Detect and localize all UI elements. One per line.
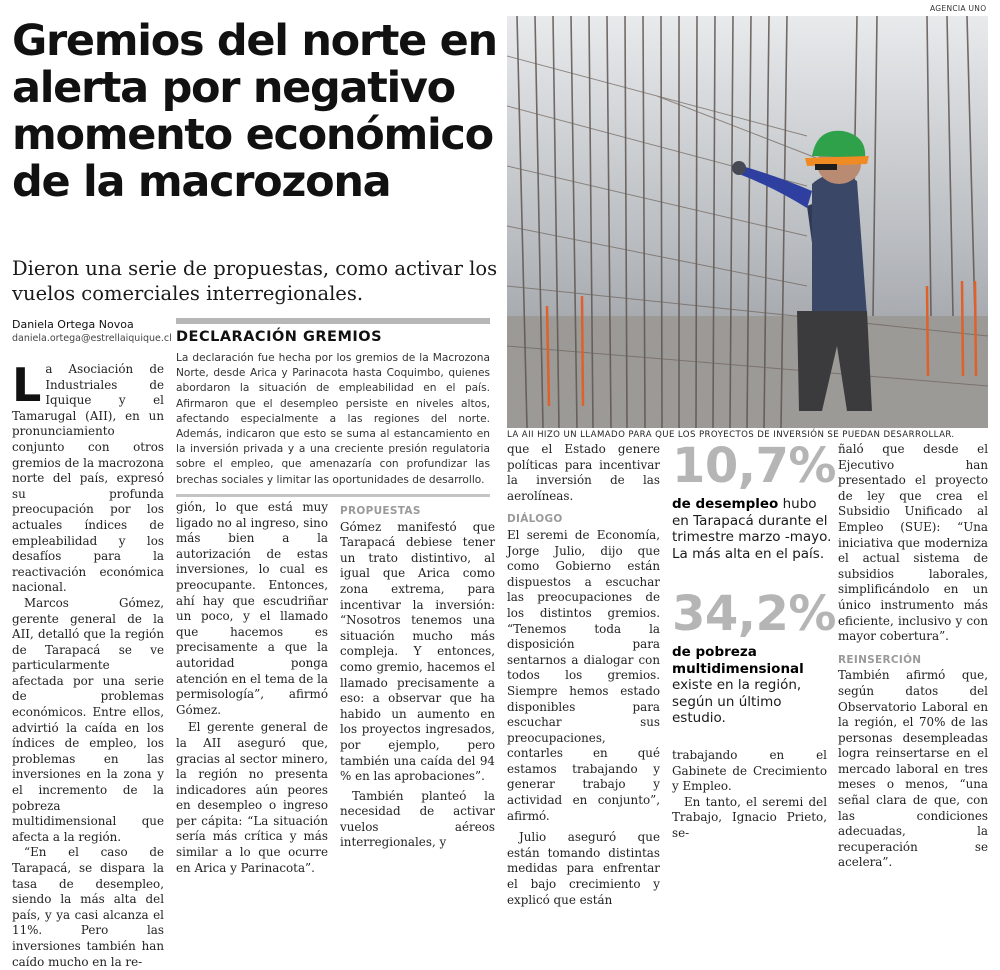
- declaration-box: [176, 318, 490, 497]
- box-text: La declaración fue hecha por los gremios de la Macrozona Norte, desde Arica y Parinacota hasta Coquimbo, quienes abordaron la situación de empleabilidad en el país. Afirmaron que el desempleo persiste en niveles altos, afectando especialmente a las regiones del norte. Además, indicaron que esto se suma al estancamiento en la inversión privada y a una creciente presión regulatoria sobre el empleo, que amenazaría con profundizar las brechas sociales y limitar las oportunidades de desarrollo.: [176, 352, 490, 486]
- author-email: daniela.ortega@estrellaiquique.cl: [12, 333, 172, 344]
- paragraph: Gómez manifestó que Tarapacá debiese tener un trato distintivo, al igual que Arica como zona extrema, para incentivar la inversión: “Nosotros tenemos una situación mucho más compleja. Y entonces, como gremio, hacemos el llamado precisamente a eso: a observar que ha habido un aumento en los proyectos ingresados, por ejemplo, pero también una caída del 94 % en las aprobaciones”.: [340, 519, 495, 784]
- paragraph: gión, lo que está muy ligado no al ingreso, sino más bien a la autorización de estas inversiones, lo cual es preocupante. Entonces, ahí hay que escudriñar un poco, y el llamado que hacemos es precisamente a que la autoridad ponga atención en el tema de la permisología”, afirmó Gómez.: [176, 500, 328, 717]
- paragraph: El seremi de Economía, Jorge Julio, dijo que como Gobierno están dispuestos a escuchar las preocupaciones de los distintos gremios. “Tenemos toda la disposición para sentarnos a dialogar con todos los gremios. Siempre hemos estado disponibles para escuchar sus preocupaciones, contarles en qué estamos trabajando y generar trabajo y actividad en conjunto”, afirmó.: [507, 527, 660, 823]
- article-column-5: [838, 442, 988, 871]
- section-heading-reinsercion: REINSERCIÓN: [838, 653, 922, 666]
- paragraph: La Asociación de Industriales de Iquique y el Tamarugal (AII), en un pronunciamiento conjunto con otros gremios de la macrozona norte del país, expresó su profunda preocupación por los actuales índices de empleabilidad y los desafíos para la reactivación económica nacional.: [12, 358, 164, 595]
- article-column-2: [176, 500, 328, 876]
- paragraph: El gerente general de la AII aseguró que, gracias al sector minero, la región no presenta indicadores aún peores en desempleo o ingreso per cápita: “La situación sería más crítica y más similar a lo que ocurre en Arica y Parinacota”.: [176, 720, 328, 875]
- paragraph: trabajando en el Gabinete de Crecimiento y Empleo.: [672, 748, 827, 794]
- paragraph: “En el caso de Tarapacá, se dispara la tasa de desempleo, siendo la más alta del país, y ya casi alcanza el 11%. Pero las inversiones también han caído mucho en la re-: [12, 845, 164, 969]
- article-column-4b: [672, 748, 827, 842]
- section-heading-propuestas: PROPUESTAS: [340, 505, 421, 517]
- box-bottom-rule: [176, 494, 490, 497]
- drop-cap: L: [12, 358, 42, 412]
- section-heading-dialogo: DIÁLOGO: [507, 513, 563, 526]
- article-column-1: [12, 358, 164, 970]
- subheadline: Dieron una serie de propuestas, como activar los vuelos comerciales interregionales.: [12, 257, 498, 305]
- paragraph: También planteó la necesidad de activar vuelos aéreos interregionales, y: [340, 788, 495, 850]
- paragraph: Marcos Gómez, gerente general de la AII, detalló que la región de Tarapacá se ve particularmente afectada por una serie de problemas económicos. Entre ellos, advirtió la caída en los índices de empleo, los problemas en las inversiones en la zona y el incremento de la pobreza multidimensional que afecta a la región.: [12, 595, 164, 844]
- paragraph: Julio aseguró que están tomando distintas medidas para enfrentar el bajo crecimiento y explicó que están: [507, 830, 660, 907]
- paragraph: que el Estado genere políticas para incentivar la inversión de las aerolíneas.: [507, 442, 660, 503]
- box-title: DECLARACIÓN GREMIOS: [176, 329, 383, 345]
- news-photo: [507, 16, 988, 428]
- box-top-rule: [176, 318, 490, 324]
- author-name: Daniela Ortega Novoa: [12, 318, 134, 331]
- paragraph: ñaló que desde el Ejecutivo han presentado el proyecto de ley que crea el Subsidio Unificado al Empleo (SUE): “Una iniciativa que moderniza el actual sistema de subsidios laborales, simplificándolo en un único instrumento más eficiente, inclusivo y con mayor cobertura”.: [838, 442, 988, 644]
- stat-description: de pobreza multidimensional existe en la región, según un último estudio.: [672, 644, 804, 726]
- article-column-3: [340, 500, 495, 851]
- photo-caption: LA AII HIZO UN LLAMADO PARA QUE LOS PROYECTOS DE INVERSIÓN SE PUEDAN DESARROLLAR.: [507, 430, 955, 440]
- stat-unemployment: [672, 438, 837, 562]
- stat-poverty: [672, 586, 837, 727]
- stat-description: de desempleo hubo en Tarapacá durante el trimestre marzo -mayo. La más alta en el país.: [672, 496, 832, 562]
- paragraph: En tanto, el seremi del Trabajo, Ignacio Prieto, se-: [672, 794, 827, 840]
- byline: [12, 318, 172, 346]
- headline: Gremios del norte en alerta por negativo momento económico de la macrozona: [12, 16, 497, 207]
- stat-value: 34,2%: [672, 586, 837, 642]
- construction-worker-illustration: [507, 16, 988, 428]
- article-column-4: [507, 442, 660, 908]
- agency-credit: AGENCIA UNO: [930, 4, 987, 13]
- stat-value: 10,7%: [672, 438, 837, 494]
- paragraph: También afirmó que, según datos del Observatorio Laboral en la región, el 70% de las personas desempleadas logra reinsertarse en el mercado laboral en tres meses o menos, “una señal clara de que, con las condiciones adecuadas, la recuperación se acelera”.: [838, 668, 988, 870]
